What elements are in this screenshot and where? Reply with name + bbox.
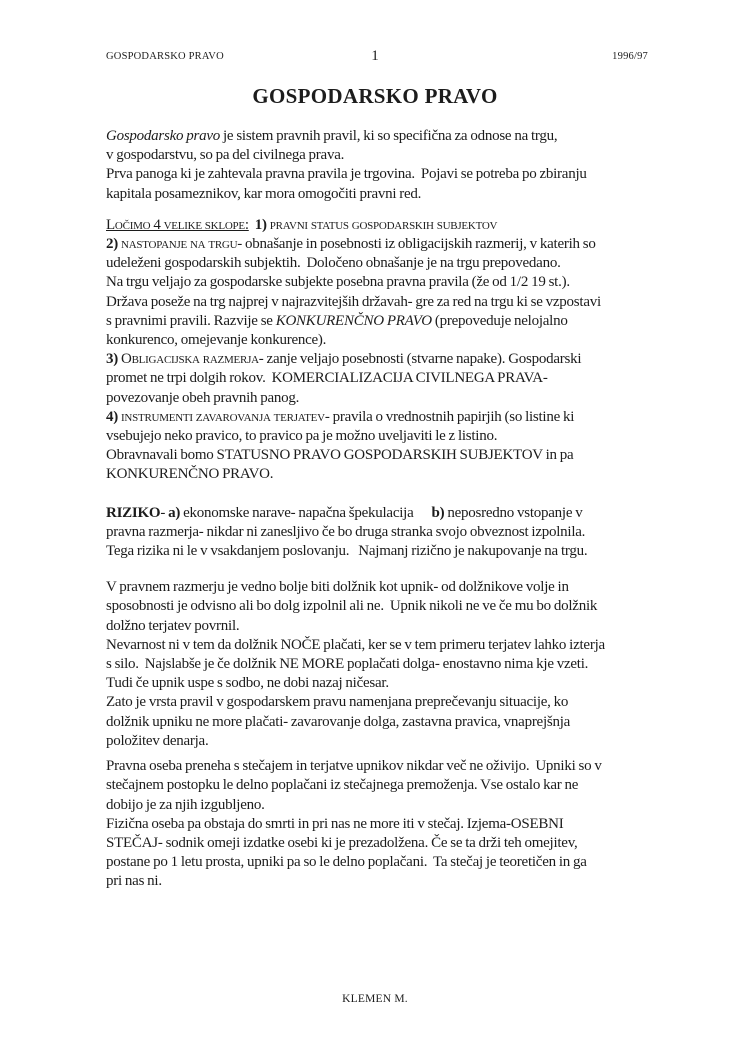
text-run: konkurenco, omejevanje konkurence). xyxy=(106,332,327,349)
text-run: stečajnem postopku le delno poplačani iz stečajnega premoženja. Vse ostalo kar ne xyxy=(106,777,579,794)
text-line xyxy=(106,542,654,561)
text-run: pri nas ni. xyxy=(106,873,162,890)
text-run: promet ne trpi dolgih rokov. KOMERCIALIZACIJA CIVILNEGA PRAVA- xyxy=(106,370,548,387)
text-line xyxy=(106,504,654,523)
text-line xyxy=(106,331,654,350)
text-run: - xyxy=(160,504,169,521)
text-run: STEČAJ- sodnik omeji izdatke osebi ki je prezadolžena. Če se ta drži teh omejitev, xyxy=(106,834,578,851)
text-line xyxy=(106,796,654,815)
text-line xyxy=(106,465,654,484)
text-run: Ločimo 4 velike sklope: xyxy=(106,216,249,233)
text-run: kapitala posameznikov, kar mora omogočiti pravni red. xyxy=(106,185,422,202)
text-run: Tudi če upnik uspe s sodbo, ne dobi nazaj ničesar. xyxy=(106,675,389,692)
text-run: dolžnik upniku ne more plačati- zavarovanje dolga, zastavna pravica, vnaprejšnja xyxy=(106,713,571,730)
text-run: - zanje veljajo posebnosti (stvarne napake). Gospodarski xyxy=(258,351,582,368)
text-run: sposobnosti je odvisno ali bo dolg izpolnil ali ne. Upnik nikoli ne ve če mu bo dolžnik xyxy=(106,598,598,615)
text-run: Prva panoga ki je zahtevala pravna pravila je trgovina. Pojavi se potreba po zbiranju xyxy=(106,166,587,183)
text-line xyxy=(106,523,654,542)
text-run: Zato je vrsta pravil v gospodarskem pravu namenjana preprečevanju situacije, ko xyxy=(106,694,569,711)
text-run: neposredno vstopanje v xyxy=(444,504,583,521)
text-run: vsebujejo neko pravico, to pravico pa je možno uveljaviti le z listino. xyxy=(106,428,498,445)
text-run: Tega rizika ni le v vsakdanjem poslovanju. Najmanj rizično je nakupovanje na trgu. xyxy=(106,543,588,560)
paragraph xyxy=(106,578,654,751)
text-line xyxy=(106,127,654,146)
document-body xyxy=(106,127,654,892)
text-run: Pravna oseba preneha s stečajem in terjatve upnikov nikdar več ne oživijo. Upniki so v xyxy=(106,758,602,775)
text-run: je sistem pravnih pravil, ki so specifična za odnose na trgu, xyxy=(220,128,558,144)
text-run: pravna razmerja- nikdar ni zanesljivo če bo druga stranka svojo obveznost izpolnila. xyxy=(106,523,586,540)
document-title: GOSPODARSKO PRAVO xyxy=(252,84,498,108)
text-run: ekonomske narave- napačna špekulacija xyxy=(180,504,432,521)
text-run: RIZIKO xyxy=(106,504,161,521)
header-school-year: 1996/97 xyxy=(612,51,648,62)
text-line xyxy=(106,872,654,891)
text-line xyxy=(106,776,654,795)
text-line xyxy=(106,713,654,732)
text-run: Obravnavali bomo STATUSNO PRAVO GOSPODARSKIH SUBJEKTOV in pa xyxy=(106,447,574,464)
page-footer-author: KLEMEN M. xyxy=(342,993,408,1005)
text-line xyxy=(106,254,654,273)
text-run: s silo. Najslabše je če dolžnik NE MORE poplačati dolga- enostavno nima kje vzeti. xyxy=(106,656,589,673)
text-line xyxy=(106,757,654,776)
text-line xyxy=(106,389,654,408)
text-run: Nevarnost ni v tem da dolžnik NOČE plačati, ker se v tem primeru terjatev lahko izterja xyxy=(106,636,605,653)
text-run: Na trgu veljajo za gospodarske subjekte posebna pravna pravila (že od 1/2 19 st.). xyxy=(106,274,570,291)
text-run: KONKURENČNO PRAVO. xyxy=(106,466,274,483)
text-run: 1) xyxy=(254,216,267,233)
header-page-number: 1 xyxy=(371,48,379,64)
text-line xyxy=(106,427,654,446)
text-line xyxy=(106,597,654,616)
text-line xyxy=(106,273,654,292)
text-run: Gospodarsko pravo xyxy=(106,128,220,144)
text-run: V pravnem razmerju je vedno bolje biti dolžnik kot upnik- od dolžnikove volje in xyxy=(106,579,569,596)
text-run: 2) xyxy=(106,236,118,253)
text-run: 4) xyxy=(106,408,118,425)
text-run: instrumenti zavarovanja terjatev xyxy=(118,408,325,425)
text-run: 3) xyxy=(106,351,118,368)
text-line xyxy=(106,146,654,165)
text-run: s pravnimi pravili. Razvije se xyxy=(106,312,276,329)
text-line xyxy=(106,834,654,853)
paragraph xyxy=(106,127,654,204)
text-line xyxy=(106,350,654,369)
text-line xyxy=(106,815,654,834)
text-line xyxy=(106,617,654,636)
text-run: KONKURENČNO PRAVO xyxy=(275,312,432,329)
text-run: Obligacijska razmerja xyxy=(118,351,259,368)
text-line xyxy=(106,578,654,597)
text-line xyxy=(106,853,654,872)
text-run: - obnašanje in posebnosti iz obligacijskih razmerij, v katerih so xyxy=(237,236,596,253)
text-run: dolžno terjatev povrnil. xyxy=(106,617,240,634)
text-run: (prepoveduje nelojalno xyxy=(431,312,568,329)
text-run: - pravila o vrednostnih papirjih (so listine ki xyxy=(324,408,575,425)
text-line xyxy=(106,216,654,235)
text-line xyxy=(106,408,654,427)
text-line xyxy=(106,293,654,312)
text-line xyxy=(106,693,654,712)
header-running-title: GOSPODARSKO PRAVO xyxy=(106,51,224,62)
text-run: Fizična oseba pa obstaja do smrti in pri nas ne more iti v stečaj. Izjema-OSEBNI xyxy=(106,815,564,832)
text-line xyxy=(106,655,654,674)
paragraph xyxy=(106,216,654,485)
text-line xyxy=(106,185,654,204)
text-line xyxy=(106,674,654,693)
text-run: položitev denarja. xyxy=(106,732,209,749)
text-line xyxy=(106,312,654,331)
text-run: dobijo je za njih izgubljeno. xyxy=(106,796,265,813)
text-run: postane po 1 letu prosta, upniki pa so le delno poplačani. Ta stečaj je teoretičen in ga xyxy=(106,854,587,871)
paragraph xyxy=(106,504,654,562)
text-run: povezovanje obeh pravnih panog. xyxy=(106,389,300,406)
text-line xyxy=(106,636,654,655)
text-line xyxy=(106,235,654,254)
text-run: a) xyxy=(168,504,181,521)
text-run: nastopanje na trgu xyxy=(118,236,238,253)
text-line xyxy=(106,446,654,465)
text-run: b) xyxy=(431,504,445,521)
text-run: udeleženi gospodarskih subjektih. Določeno obnašanje je na trgu prepovedano. xyxy=(106,255,561,272)
text-line xyxy=(106,165,654,184)
text-line xyxy=(106,732,654,751)
text-run: Država poseže na trg najprej v najrazvitejših državah- gre za red na trgu ki se vzpostavi xyxy=(106,293,601,310)
text-run: pravni status gospodarskih subjektov xyxy=(266,216,498,233)
paragraph xyxy=(106,757,654,891)
text-line xyxy=(106,369,654,388)
text-run: v gospodarstvu, so pa del civilnega prava. xyxy=(106,147,345,164)
